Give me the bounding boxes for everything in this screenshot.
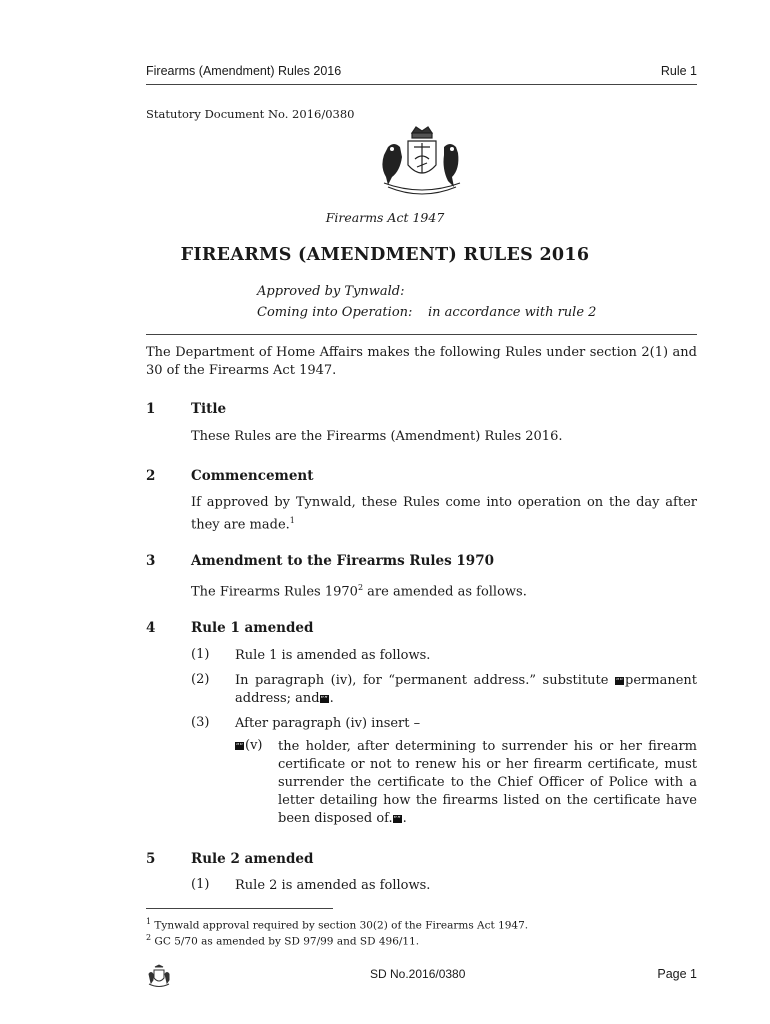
para-5-1-text: Rule 2 is amended as follows. (235, 878, 431, 893)
section-2-text (191, 494, 697, 534)
section-3-body-a: The Firearms Rules 1970 (191, 584, 358, 600)
section-3-heading: Amendment to the Firearms Rules 1970 (191, 553, 494, 569)
subpara-v-end: . (402, 811, 407, 826)
footnote-1 (146, 917, 528, 932)
coming-into-operation-label: Coming into Operation: (257, 305, 413, 320)
footnote-2-text: GC 5/70 as amended by SD 97/99 and SD 496/11. (151, 935, 420, 948)
section-2-heading: Commencement (191, 468, 314, 484)
header-divider (146, 84, 697, 85)
para-4-3-number: (3) (191, 715, 210, 730)
para-4-2-text-a: In paragraph (iv), for “permanent address.” substitute (235, 673, 616, 688)
footer-sd-number: SD No.2016/0380 (370, 967, 466, 981)
footer-page-number: Page 1 (657, 967, 697, 981)
section-5-heading: Rule 2 amended (191, 851, 314, 867)
section-1-text: These Rules are the Firearms (Amendment) Rules 2016. (191, 429, 563, 444)
section-1-number: 1 (146, 401, 156, 417)
footnote-ref-2[interactable]: 2 (357, 583, 364, 592)
para-4-1-number: (1) (191, 647, 210, 662)
para-4-2-text-c: . (329, 691, 334, 706)
footnote-ref-1[interactable]: 1 (289, 516, 295, 525)
section-4-heading: Rule 1 amended (191, 620, 314, 636)
subpara-v-text (278, 738, 697, 828)
footnote-1-text: Tynwald approval required by section 30(2) of the Firearms Act 1947. (151, 919, 529, 932)
section-3-number: 3 (146, 553, 156, 569)
close-quote-icon: ”” (393, 815, 401, 823)
subpara-v-number: (v) (245, 738, 263, 753)
section-2-body: If approved by Tynwald, these Rules come into operation on the day after they are made. (191, 495, 697, 533)
close-quote-icon: ”” (320, 695, 328, 703)
running-header-rule: Rule 1 (660, 64, 697, 78)
para-4-2-text-b: permanent address; and (235, 673, 697, 706)
section-2-number: 2 (146, 468, 156, 484)
section-1-heading: Title (191, 401, 227, 417)
preamble-divider (146, 334, 697, 335)
enabling-act: Firearms Act 1947 (325, 210, 445, 225)
open-quote-icon: ““ (615, 677, 624, 685)
para-5-1-number: (1) (191, 877, 210, 892)
footnote-1-mark: 1 (146, 917, 152, 926)
para-4-2-text (235, 672, 697, 708)
footnote-2-mark: 2 (146, 933, 152, 942)
para-4-2-number: (2) (191, 672, 210, 687)
section-4-number: 4 (146, 620, 156, 636)
section-3-body-b: are amended as follows. (363, 584, 527, 600)
footnote-divider (146, 908, 333, 909)
document-title: FIREARMS (AMENDMENT) RULES 2016 (180, 245, 590, 265)
para-4-3-text: After paragraph (iv) insert – (235, 716, 421, 731)
open-quote-icon: ““ (235, 742, 244, 750)
subpara-v-body: the holder, after determining to surrender his or her firearm certificate or not to renew his or her firearm certificate, must surrender the certificate to the Chief Officer of Police with a letter detailing how the firearms listed on the certificate have been disposed of. (278, 739, 697, 826)
isle-of-man-crest-icon (374, 125, 470, 203)
coming-into-operation-value: in accordance with rule 2 (428, 305, 597, 320)
subpara-v-mark (235, 738, 263, 753)
approved-by-label: Approved by Tynwald: (257, 284, 405, 299)
section-3-text (191, 579, 697, 601)
section-5-number: 5 (146, 851, 156, 867)
footer-crest-icon (146, 964, 172, 990)
enacting-formula: The Department of Home Affairs makes the following Rules under section 2(1) and 30 of the Firearms Act 1947. (146, 345, 697, 378)
running-header-title: Firearms (Amendment) Rules 2016 (146, 64, 342, 78)
statutory-document-number: Statutory Document No. 2016/0380 (146, 107, 355, 121)
para-4-1-text: Rule 1 is amended as follows. (235, 648, 431, 663)
footnote-2 (146, 933, 419, 948)
